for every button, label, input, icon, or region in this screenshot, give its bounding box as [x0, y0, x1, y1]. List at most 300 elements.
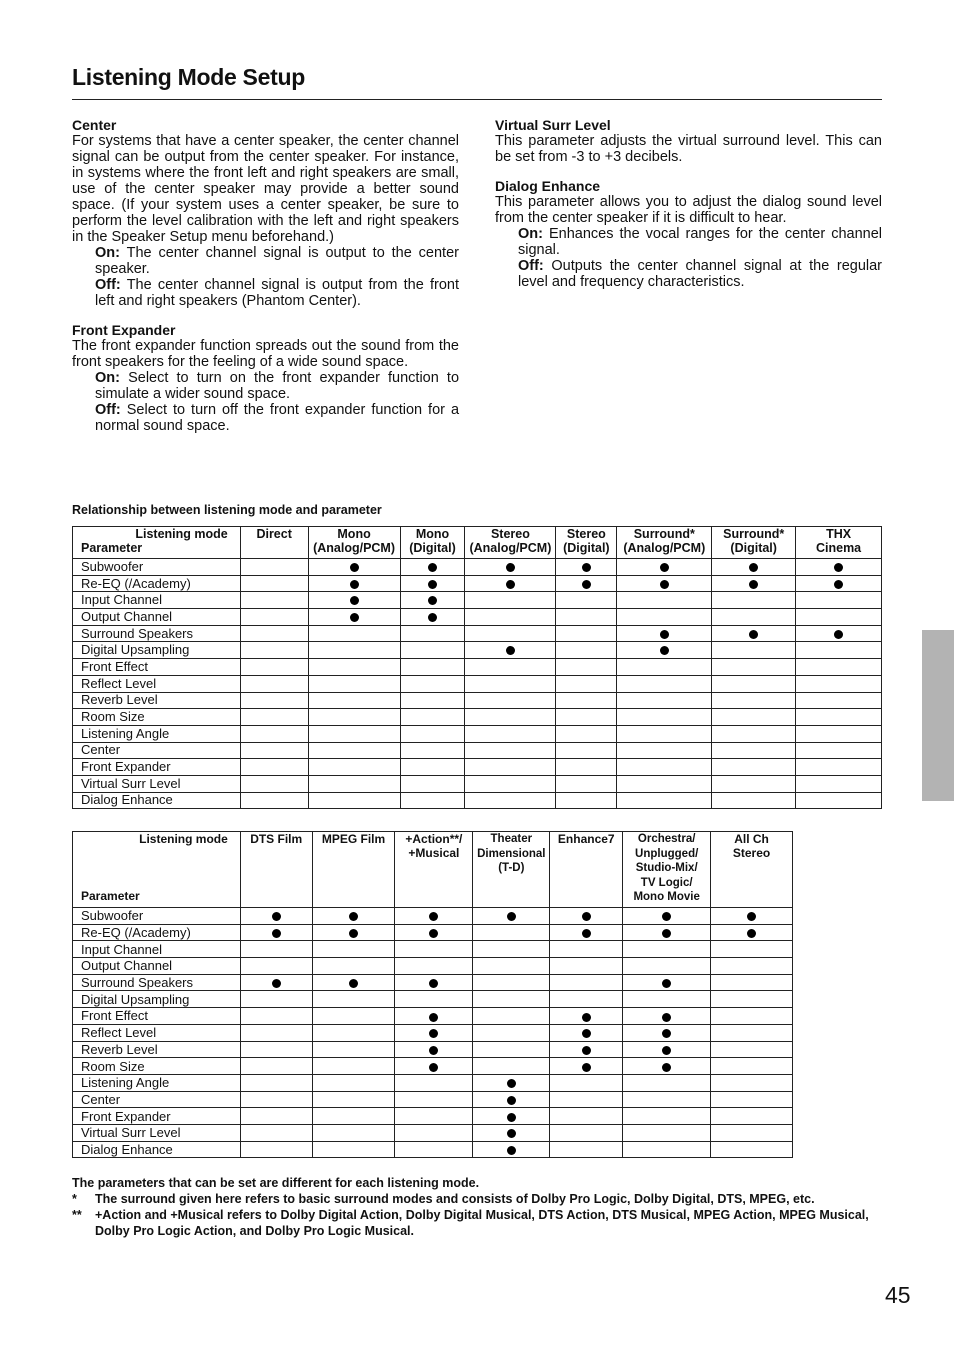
parameter-name: Virtual Surr Level	[73, 1124, 241, 1141]
dialog-enhance-section	[495, 178, 882, 290]
applicable-dot-icon	[582, 1013, 591, 1022]
footer-notes	[72, 1175, 872, 1239]
applicable-dot-icon	[428, 563, 437, 572]
table-cell	[623, 1008, 711, 1025]
mode-header-line: (Analog/PCM)	[313, 541, 396, 555]
applicable-dot-icon	[350, 613, 359, 622]
applicable-dot-icon	[582, 912, 591, 921]
applicable-dot-icon	[749, 563, 758, 572]
applicable-dot-icon	[660, 580, 669, 589]
mode-header-line: Orchestra/	[637, 833, 696, 845]
table-cell	[556, 625, 617, 642]
table-cell	[240, 742, 308, 759]
parameter-name: Room Size	[73, 1058, 241, 1075]
table-cell	[240, 692, 308, 709]
table-cell	[550, 1024, 623, 1041]
table-cell	[473, 958, 550, 975]
table-row	[73, 659, 882, 676]
table-cell	[473, 1041, 550, 1058]
table-cell	[395, 991, 473, 1008]
table-cell	[712, 642, 796, 659]
parameter-name: Subwoofer	[73, 559, 241, 576]
table-cell	[473, 1091, 550, 1108]
applicable-dot-icon	[662, 1046, 671, 1055]
applicable-dot-icon	[507, 1129, 516, 1138]
parameter-name: Digital Upsampling	[73, 991, 241, 1008]
table-cell	[550, 1074, 623, 1091]
mode-header-line: MPEG Film	[321, 832, 386, 846]
table-cell	[400, 759, 465, 776]
applicable-dot-icon	[428, 613, 437, 622]
table-row	[73, 991, 793, 1008]
table-cell	[550, 908, 623, 925]
table-cell	[308, 692, 400, 709]
table-cell	[712, 675, 796, 692]
table-cell	[617, 659, 712, 676]
table-cell	[465, 575, 556, 592]
parameter-name: Surround Speakers	[73, 625, 241, 642]
footnote-1: * The surround given here refers to basic surround modes and consists of Dolby Pro Logic, Dolby Digital, DTS, MPEG, etc.	[72, 1192, 815, 1206]
table-cell	[240, 974, 312, 991]
table-row	[73, 1091, 793, 1108]
table-cell	[312, 1074, 395, 1091]
parameter-name: Reverb Level	[73, 692, 241, 709]
mode-header-line: DTS Film	[250, 832, 303, 846]
applicable-dot-icon	[662, 929, 671, 938]
page-number: 45	[885, 1282, 911, 1308]
table-row	[73, 625, 882, 642]
table-cell	[712, 709, 796, 726]
table-cell	[395, 1124, 473, 1141]
mode-column-header	[796, 527, 882, 559]
applicable-dot-icon	[350, 596, 359, 605]
table-cell	[400, 742, 465, 759]
table-cell	[465, 609, 556, 626]
table-cell	[240, 575, 308, 592]
table-cell	[556, 675, 617, 692]
table-cell	[312, 1108, 395, 1125]
table-cell	[473, 1008, 550, 1025]
table-cell	[308, 725, 400, 742]
table-cell	[711, 1108, 793, 1125]
mode-header-line: (Digital)	[563, 541, 610, 555]
table-row	[73, 1024, 793, 1041]
front-expander-section	[72, 322, 459, 434]
table-cell	[395, 1058, 473, 1075]
table-cell	[465, 625, 556, 642]
applicable-dot-icon	[662, 979, 671, 988]
table-cell	[712, 659, 796, 676]
applicable-dot-icon	[582, 929, 591, 938]
table-cell	[473, 1074, 550, 1091]
table-cell	[473, 1108, 550, 1125]
table-cell	[240, 1058, 312, 1075]
table-row	[73, 958, 793, 975]
applicable-dot-icon	[507, 1079, 516, 1088]
table-cell	[550, 941, 623, 958]
mode-header-line: Surround*	[633, 527, 695, 541]
table-cell	[617, 709, 712, 726]
left-column	[72, 117, 459, 447]
table-cell	[711, 1024, 793, 1041]
mode-header-line: Stereo	[566, 527, 606, 541]
table-cell	[400, 642, 465, 659]
table-cell	[400, 609, 465, 626]
mode-header-line: Studio-Mix/	[635, 862, 698, 874]
applicable-dot-icon	[582, 1063, 591, 1072]
table-row	[73, 1074, 793, 1091]
table-cell	[623, 974, 711, 991]
mode-column-header	[395, 832, 473, 908]
mode-header-line: THX	[826, 527, 852, 541]
applicable-dot-icon	[349, 912, 358, 921]
parameter-name: Input Channel	[73, 941, 241, 958]
table-caption: Relationship between listening mode and parameter	[72, 503, 382, 517]
table-row	[73, 575, 882, 592]
table-cell	[473, 1141, 550, 1158]
table-cell	[473, 974, 550, 991]
mode-column-header	[550, 832, 623, 908]
mode-header-line: Mono	[415, 527, 450, 541]
applicable-dot-icon	[349, 979, 358, 988]
parameter-name: Dialog Enhance	[73, 1141, 241, 1158]
table-cell	[465, 692, 556, 709]
mode-column-header	[712, 527, 796, 559]
applicable-dot-icon	[272, 929, 281, 938]
virtual-surr-body: This parameter adjusts the virtual surround level. This can be set from -3 to +3 decibels.	[495, 133, 882, 165]
table-cell	[550, 958, 623, 975]
table-cell	[556, 659, 617, 676]
center-heading: Center	[72, 117, 117, 133]
applicable-dot-icon	[834, 563, 843, 572]
parameter-name: Center	[73, 1091, 241, 1108]
table-cell	[711, 908, 793, 925]
table-cell	[312, 908, 395, 925]
center-section	[72, 117, 459, 309]
table-cell	[556, 692, 617, 709]
applicable-dot-icon	[507, 1146, 516, 1155]
table-cell	[712, 775, 796, 792]
table-cell	[623, 941, 711, 958]
table-cell	[400, 775, 465, 792]
table-cell	[465, 675, 556, 692]
mode-column-header	[623, 832, 711, 908]
dialog-enhance-option-off: Off: Outputs the center channel signal at the regular level and frequency characteristics.	[518, 258, 883, 290]
table-cell	[308, 675, 400, 692]
table-cell	[711, 924, 793, 941]
table-row	[73, 692, 882, 709]
dialog-enhance-option-on: On: Enhances the vocal ranges for the center channel signal.	[518, 226, 882, 258]
footnote-2: ** +Action and +Musical refers to Dolby Digital Action, Dolby Digital Musical, DTS Action, DTS Musical, MPEG Action, MPEG Musical, Dolby Pro Logic Action, and Dolby Pro Logic Musical.	[72, 1208, 869, 1238]
applicable-dot-icon	[350, 563, 359, 572]
table-cell	[240, 1041, 312, 1058]
applicable-dot-icon	[429, 979, 438, 988]
mode-column-header	[473, 832, 550, 908]
table-cell	[550, 974, 623, 991]
table-cell	[395, 941, 473, 958]
front-expander-heading: Front Expander	[72, 322, 176, 338]
table-cell	[240, 709, 308, 726]
table-cell	[465, 709, 556, 726]
mode-header-line: Direct	[256, 527, 292, 541]
table-cell	[623, 1124, 711, 1141]
table-cell	[556, 642, 617, 659]
applicable-dot-icon	[429, 1046, 438, 1055]
table-cell	[711, 1041, 793, 1058]
table-cell	[617, 625, 712, 642]
table-cell	[796, 575, 882, 592]
parameter-name: Front Expander	[73, 759, 241, 776]
parameter-name: Input Channel	[73, 592, 241, 609]
center-option-off: Off: The center channel signal is output from the front left and right speakers (Phantom Center).	[95, 277, 459, 309]
applicable-dot-icon	[834, 580, 843, 589]
table-cell	[617, 642, 712, 659]
applicable-dot-icon	[429, 912, 438, 921]
mode-column-header	[240, 527, 308, 559]
table-cell	[623, 1091, 711, 1108]
table-cell	[240, 625, 308, 642]
parameter-name: Front Effect	[73, 659, 241, 676]
table-cell	[712, 759, 796, 776]
table-cell	[550, 1008, 623, 1025]
table-cell	[395, 1141, 473, 1158]
applicable-dot-icon	[349, 929, 358, 938]
parameter-name: Digital Upsampling	[73, 642, 241, 659]
table-cell	[395, 958, 473, 975]
table-row	[73, 974, 793, 991]
table-row	[73, 592, 882, 609]
table-cell	[617, 792, 712, 809]
table-cell	[312, 1058, 395, 1075]
table-cell	[796, 692, 882, 709]
table-cell	[711, 1141, 793, 1158]
table-cell	[240, 924, 312, 941]
applicable-dot-icon	[662, 1063, 671, 1072]
table-cell	[473, 908, 550, 925]
table-cell	[712, 792, 796, 809]
table-cell	[796, 659, 882, 676]
mode-header-line: (Digital)	[409, 541, 456, 555]
applicable-dot-icon	[749, 580, 758, 589]
mode-parameter-table-1	[72, 526, 882, 809]
applicable-dot-icon	[662, 1013, 671, 1022]
table-cell	[550, 1141, 623, 1158]
applicable-dot-icon	[834, 630, 843, 639]
table-cell	[395, 1024, 473, 1041]
mode-column-header	[400, 527, 465, 559]
applicable-dot-icon	[507, 912, 516, 921]
table-cell	[240, 1024, 312, 1041]
table-cell	[240, 1141, 312, 1158]
parameter-name: Output Channel	[73, 609, 241, 626]
table-row	[73, 908, 793, 925]
table-cell	[796, 759, 882, 776]
table-cell	[556, 775, 617, 792]
table-cell	[796, 725, 882, 742]
table-cell	[796, 642, 882, 659]
table-row	[73, 1008, 793, 1025]
table-cell	[240, 775, 308, 792]
table-row	[73, 742, 882, 759]
table-cell	[240, 908, 312, 925]
table-row	[73, 775, 882, 792]
parameter-name: Re-EQ (/Academy)	[73, 924, 241, 941]
table-cell	[473, 941, 550, 958]
mode-header-line: Stereo	[490, 527, 530, 541]
parameter-name: Room Size	[73, 709, 241, 726]
applicable-dot-icon	[350, 580, 359, 589]
table-cell	[400, 675, 465, 692]
dialog-enhance-body: This parameter allows you to adjust the dialog sound level from the center speaker if it is difficult to hear.	[495, 194, 882, 226]
table-cell	[550, 1058, 623, 1075]
table-cell	[308, 759, 400, 776]
table-cell	[711, 941, 793, 958]
mode-header-line: Unplugged/	[635, 847, 699, 860]
table-cell	[240, 559, 308, 576]
table-cell	[400, 575, 465, 592]
mode-header-line: TV Logic/	[640, 876, 693, 889]
table-cell	[308, 592, 400, 609]
mode-header-line: Cinema	[815, 541, 862, 555]
table-row	[73, 1141, 793, 1158]
dialog-enhance-heading: Dialog Enhance	[495, 178, 601, 194]
table-row	[73, 941, 793, 958]
table-cell	[623, 1141, 711, 1158]
parameter-name: Reverb Level	[73, 1041, 241, 1058]
table-cell	[711, 991, 793, 1008]
table-cell	[617, 592, 712, 609]
table-cell	[712, 575, 796, 592]
mode-header-line: (Digital)	[730, 541, 777, 555]
applicable-dot-icon	[506, 563, 515, 572]
table-cell	[712, 592, 796, 609]
table-cell	[796, 709, 882, 726]
table-cell	[711, 958, 793, 975]
parameter-name: Listening Angle	[73, 1074, 241, 1091]
table-cell	[623, 958, 711, 975]
table-cell	[796, 625, 882, 642]
mode-header-line: All Ch	[734, 832, 769, 846]
table-cell	[556, 575, 617, 592]
applicable-dot-icon	[429, 929, 438, 938]
table-cell	[240, 1008, 312, 1025]
table-cell	[308, 775, 400, 792]
table-cell	[796, 742, 882, 759]
table-cell	[395, 1091, 473, 1108]
table-cell	[312, 1008, 395, 1025]
mode-column-header	[465, 527, 556, 559]
table-cell	[400, 725, 465, 742]
table-cell	[556, 725, 617, 742]
mode-header-line: Stereo	[732, 846, 771, 860]
table-cell	[312, 1141, 395, 1158]
table-row	[73, 1124, 793, 1141]
table-row	[73, 792, 882, 809]
table-row	[73, 759, 882, 776]
front-expander-option-on: On: Select to turn on the front expander function to simulate a wider sound space.	[95, 370, 460, 402]
table-cell	[623, 1024, 711, 1041]
table-cell	[308, 742, 400, 759]
mode-header-line: (Analog/PCM)	[623, 541, 706, 555]
table-cell	[465, 592, 556, 609]
applicable-dot-icon	[660, 630, 669, 639]
table-row	[73, 642, 882, 659]
applicable-dot-icon	[428, 596, 437, 605]
table-cell	[308, 609, 400, 626]
table-cell	[312, 974, 395, 991]
table-cell	[711, 1058, 793, 1075]
mode-header-line: Theater	[490, 833, 533, 845]
applicable-dot-icon	[506, 646, 515, 655]
applicable-dot-icon	[506, 580, 515, 589]
table-row	[73, 1041, 793, 1058]
table-cell	[400, 659, 465, 676]
right-column	[495, 117, 882, 303]
table-row	[73, 1108, 793, 1125]
table-cell	[400, 592, 465, 609]
table-cell	[623, 924, 711, 941]
applicable-dot-icon	[429, 1029, 438, 1038]
table-cell	[240, 725, 308, 742]
applicable-dot-icon	[660, 646, 669, 655]
table-cell	[240, 792, 308, 809]
table-cell	[240, 759, 308, 776]
table-cell	[473, 924, 550, 941]
applicable-dot-icon	[582, 580, 591, 589]
table-cell	[312, 1091, 395, 1108]
table-cell	[240, 1074, 312, 1091]
parameter-name: Dialog Enhance	[73, 792, 241, 809]
table-cell	[312, 924, 395, 941]
applicable-dot-icon	[507, 1113, 516, 1122]
table-cell	[711, 974, 793, 991]
mode-column-header	[240, 832, 312, 908]
table-cell	[400, 692, 465, 709]
table-cell	[240, 1108, 312, 1125]
table-cell	[240, 991, 312, 1008]
applicable-dot-icon	[428, 580, 437, 589]
applicable-dot-icon	[582, 1046, 591, 1055]
table-cell	[395, 974, 473, 991]
applicable-dot-icon	[747, 929, 756, 938]
table-cell	[308, 625, 400, 642]
table-cell	[712, 742, 796, 759]
table-cell	[550, 1091, 623, 1108]
mode-column-header	[711, 832, 793, 908]
section-side-tab	[922, 630, 954, 801]
table-cell	[308, 575, 400, 592]
table-cell	[240, 941, 312, 958]
mode-header-line: +Musical	[408, 846, 460, 860]
table-cell	[617, 692, 712, 709]
table-cell	[556, 792, 617, 809]
applicable-dot-icon	[749, 630, 758, 639]
table-cell	[312, 1024, 395, 1041]
table-cell	[556, 742, 617, 759]
mode-header-line: Surround*	[723, 527, 785, 541]
table-cell	[796, 592, 882, 609]
table-cell	[711, 1074, 793, 1091]
table-cell	[556, 592, 617, 609]
mode-header-line: Mono Movie	[633, 891, 700, 903]
table-cell	[617, 759, 712, 776]
table-cell	[712, 625, 796, 642]
table-cell	[308, 559, 400, 576]
applicable-dot-icon	[272, 979, 281, 988]
table-cell	[465, 642, 556, 659]
applicable-dot-icon	[507, 1096, 516, 1105]
table-cell	[473, 1024, 550, 1041]
